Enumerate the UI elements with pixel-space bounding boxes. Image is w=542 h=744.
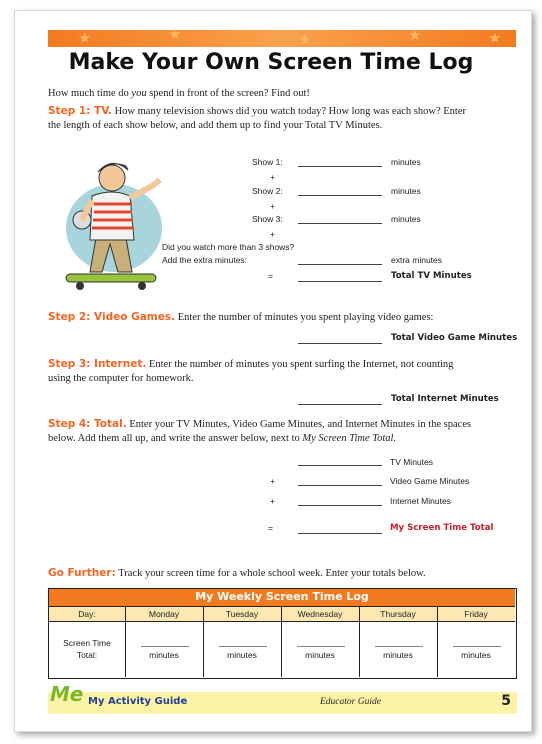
step3-line1: Step 3: Internet. Enter the number of minutes you spent surfing the Internet, not counting — [48, 358, 454, 370]
show1-label: Show 1: — [252, 157, 283, 167]
screen-total-label: My Screen Time Total — [390, 523, 494, 533]
step2-line: Step 2: Video Games. Enter the number of minutes you spent playing video games: — [48, 311, 434, 323]
page-number: 5 — [501, 693, 511, 709]
plus-sign: + — [270, 476, 275, 486]
day-wednesday: Wednesday — [297, 609, 343, 619]
total-video-label: Total Video Game Minutes — [391, 333, 518, 343]
me-logo: Me — [50, 682, 84, 706]
show3-input[interactable] — [298, 223, 382, 224]
friday-input[interactable] — [453, 646, 501, 647]
star-icon: ★ — [168, 25, 182, 43]
total-tv-label: Total TV Minutes — [391, 271, 472, 281]
show1-input[interactable] — [298, 166, 382, 167]
step4-line2: below. Add them all up, and write the answer below, next to My Screen Time Total. — [48, 433, 397, 444]
wednesday-input[interactable] — [297, 646, 345, 647]
total-tv-input[interactable] — [298, 281, 382, 282]
step1-line2: the length of each show below, and add them up to find your Total TV Minutes. — [48, 120, 383, 131]
tuesday-unit: minutes — [227, 650, 257, 660]
day-label: Day: — [78, 609, 96, 619]
video-game-input[interactable] — [298, 343, 382, 344]
step1-line1: Step 1: TV. How many television shows did you watch today? How long was each show? Enter — [48, 105, 466, 117]
sum-video-input[interactable] — [298, 485, 382, 486]
sum-internet-input[interactable] — [298, 505, 382, 506]
educator-guide-label: Educator Guide — [320, 697, 381, 707]
sum-video-label: Video Game Minutes — [390, 476, 470, 486]
footer-bar — [48, 682, 517, 714]
plus-sign: + — [270, 229, 275, 239]
step1-label: Step 1: TV. — [48, 105, 112, 117]
go-further-label: Go Further: — [48, 567, 116, 579]
table-title-bar — [49, 589, 515, 607]
total-internet-label: Total Internet Minutes — [391, 394, 499, 404]
row-label-line1: Screen Time — [63, 638, 111, 648]
plus-sign: + — [270, 172, 275, 182]
star-icon: ★ — [78, 29, 92, 47]
equals-sign: = — [268, 523, 273, 533]
go-further-line: Go Further: Track your screen time for a whole school week. Enter your totals below. — [48, 567, 426, 579]
show2-input[interactable] — [298, 195, 382, 196]
star-icon: ★ — [408, 26, 422, 44]
step4-line1: Step 4: Total. Enter your TV Minutes, Video Game Minutes, and Internet Minutes in the spaces — [48, 418, 472, 430]
show2-unit: minutes — [391, 186, 421, 196]
row-label-line2: Total: — [76, 650, 98, 660]
page-title: Make Your Own Screen Time Log — [68, 50, 474, 75]
sum-internet-label: Internet Minutes — [390, 496, 451, 506]
star-icon: ★ — [488, 29, 502, 47]
sum-tv-input[interactable] — [298, 465, 382, 466]
boy-skateboard-illustration — [52, 146, 172, 292]
day-thursday: Thursday — [380, 609, 416, 619]
plus-sign: + — [270, 496, 275, 506]
extra-minutes-input[interactable] — [298, 264, 382, 265]
show1-unit: minutes — [391, 157, 421, 167]
intro-text: How much time do you spend in front of the screen? Find out! — [48, 88, 310, 99]
weekly-log-table — [48, 588, 517, 679]
thursday-input[interactable] — [375, 646, 423, 647]
activity-guide-label: My Activity Guide — [88, 696, 188, 707]
step4-label: Step 4: Total. — [48, 418, 127, 430]
wednesday-unit: minutes — [305, 650, 335, 660]
equals-sign: = — [268, 271, 273, 281]
monday-unit: minutes — [149, 650, 179, 660]
friday-unit: minutes — [461, 650, 491, 660]
step2-label: Step 2: Video Games. — [48, 311, 176, 323]
monday-input[interactable] — [141, 646, 189, 647]
step3-label: Step 3: Internet. — [48, 358, 147, 370]
thursday-unit: minutes — [383, 650, 413, 660]
more-shows-question: Did you watch more than 3 shows? — [162, 242, 295, 252]
sum-tv-label: TV Minutes — [390, 457, 433, 467]
show3-unit: minutes — [391, 214, 421, 224]
add-extra-label: Add the extra minutes: — [162, 255, 248, 265]
header-banner — [48, 25, 516, 48]
internet-input[interactable] — [298, 404, 382, 405]
day-tuesday: Tuesday — [225, 609, 259, 619]
show3-label: Show 3: — [252, 214, 283, 224]
screen-total-input[interactable] — [298, 533, 382, 534]
star-icon: ★ — [298, 30, 312, 48]
show2-label: Show 2: — [252, 186, 283, 196]
extra-minutes-unit: extra minutes — [391, 255, 443, 265]
day-friday: Friday — [464, 609, 488, 619]
day-monday: Monday — [148, 609, 180, 619]
tuesday-input[interactable] — [219, 646, 267, 647]
plus-sign: + — [270, 201, 275, 211]
table-title: My Weekly Screen Time Log — [195, 590, 369, 603]
step3-line2: using the computer for homework. — [48, 373, 194, 384]
